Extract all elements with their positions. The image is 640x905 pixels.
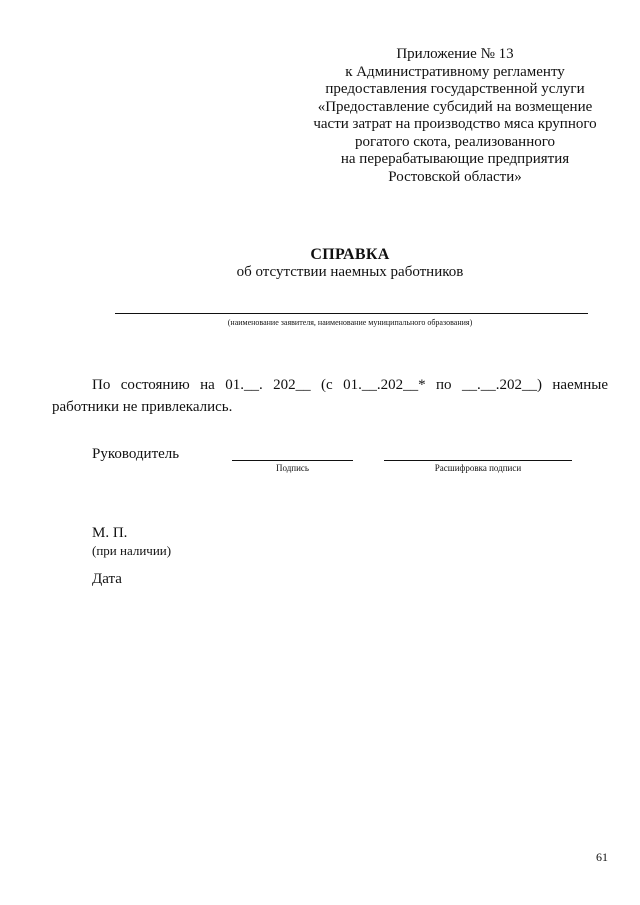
appendix-line: на перерабатывающие предприятия (340, 151, 570, 167)
stamp-note: (при наличии) (92, 543, 172, 558)
appendix-line: Приложение № 13 (396, 46, 514, 62)
appendix-line: к Административному регламенту (345, 63, 565, 80)
appendix-header (290, 46, 620, 186)
applicant-caption: (наименование заявителя, наименование муниципального образования) (227, 318, 473, 327)
date-label: Дата (92, 571, 122, 587)
head-label: Руководитель (92, 446, 180, 462)
signature-caption: Подпись (275, 463, 310, 473)
statement-line-2: работники не привлекались. (52, 399, 233, 415)
appendix-line: «Предоставление субсидий на возмещение (317, 98, 593, 115)
appendix-line: Ростовской области» (388, 168, 522, 185)
document-title: СПРАВКА (310, 246, 390, 263)
applicant-line (115, 313, 588, 314)
page-number: 61 (596, 850, 608, 864)
signature-line (232, 460, 353, 461)
signature-decode-line (384, 460, 572, 461)
document-subtitle: об отсутствии наемных работников (236, 264, 464, 280)
appendix-line: части затрат на производство мяса крупного (313, 116, 597, 132)
statement-paragraph (52, 374, 608, 418)
appendix-line: рогатого скота, реализованного (354, 133, 556, 150)
appendix-line: предоставления государственной услуги (325, 81, 585, 97)
decode-caption: Расшифровка подписи (434, 463, 522, 473)
stamp-label: М. П. (92, 525, 128, 541)
statement-line-1: По состоянию на 01.__. 202__ (с 01.__.202__* по __.__.202__) наемные (92, 377, 608, 393)
